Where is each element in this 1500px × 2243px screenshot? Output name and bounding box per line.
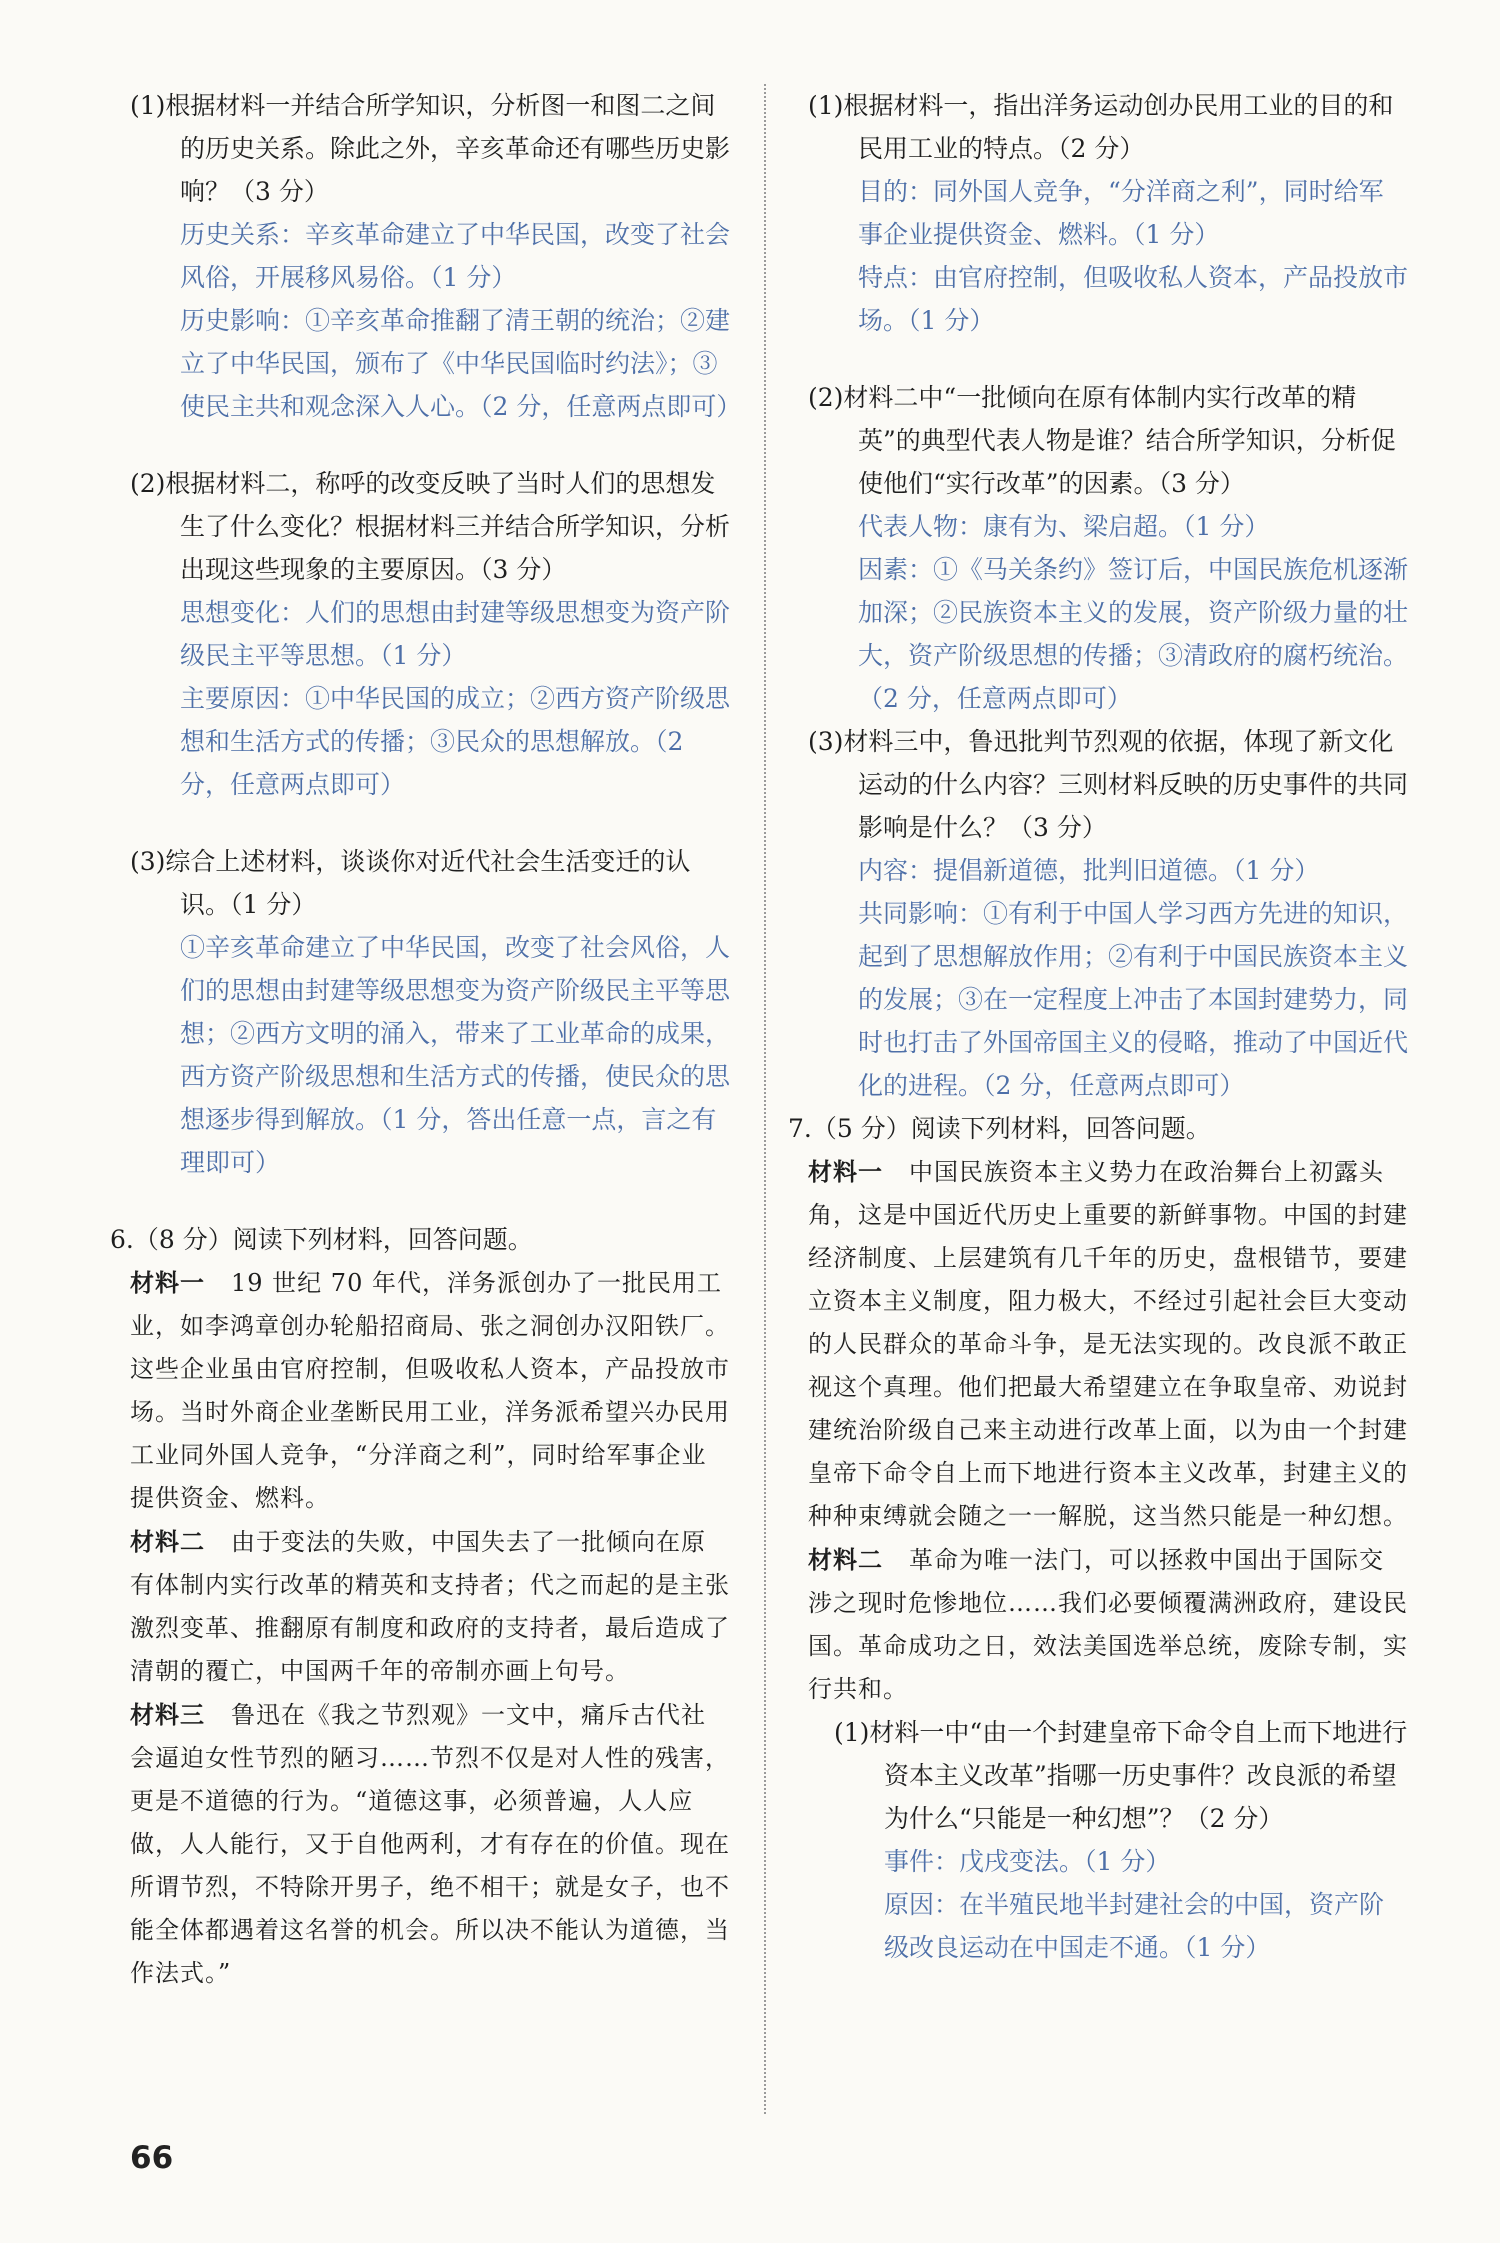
material-text: 中国民族资本主义势力在政治舞台上初露头角，这是中国近代历史上重要的新鲜事物。中国的封建经济制度、上层建筑有几千年的历史，盘根错节，要建立资本主义制度，阻力极大，不经过引起社会巨大变动的人民群众的革命斗争，是无法实现的。改良派不敢正视这个真理。他们把最大希望建立在争取皇帝、劝说封建统治阶级自己来主动进行改革上面，以为由一个封建皇帝下命令自上而下地进行资本主义改革，封建主义的种种束缚就会随之一一解脱，这当然只能是一种幻想。 bbox=[808, 1158, 1408, 1530]
answer-text: 内容：提倡新道德，批判旧道德。（1 分） bbox=[858, 856, 1320, 885]
q7-material-1 bbox=[808, 1150, 1408, 1538]
q5-sub3-answers bbox=[130, 926, 730, 1184]
column-divider bbox=[764, 84, 766, 2114]
q6-sub1-stem: (1)根据材料一，指出洋务运动创办民用工业的目的和民用工业的特点。（2 分） bbox=[808, 91, 1394, 163]
material-label: 材料二 bbox=[130, 1527, 205, 1556]
q6-material-2 bbox=[130, 1520, 730, 1693]
q5-sub3 bbox=[130, 840, 730, 1184]
q6-sub3-answers bbox=[808, 849, 1408, 1107]
q7-material-2 bbox=[808, 1538, 1408, 1711]
answer-text: 历史关系：辛亥革命建立了中华民国，改变了社会风俗，开展移风易俗。（1 分） bbox=[180, 220, 731, 292]
q6-title: 6.（8 分）阅读下列材料，回答问题。 bbox=[110, 1225, 533, 1254]
q5-sub2-stem: (2)根据材料二，称呼的改变反映了当时人们的思想发生了什么变化？根据材料三并结合所学知识，分析出现这些现象的主要原因。（3 分） bbox=[130, 469, 731, 584]
material-text: 鲁迅在《我之节烈观》一文中，痛斥古代社会逼迫女性节烈的陋习……节烈不仅是对人性的残害，更是不道德的行为。“道德这事，必须普遍，人人应做，人人能行，又于自他两利，才有存在的价值。现在所谓节烈，不特除开男子，绝不相干；就是女子，也不能全体都遇着这名誉的机会。所以决不能认为道德，当作法式。” bbox=[130, 1701, 730, 1987]
material-text: 19 世纪 70 年代，洋务派创办了一批民用工业，如李鸿章创办轮船招商局、张之洞创办汉阳铁厂。这些企业虽由官府控制，但吸收私人资本，产品投放市场。当时外商企业垄断民用工业，洋务派希望兴办民用工业同外国人竞争，“分洋商之利”，同时给军事企业提供资金、燃料。 bbox=[130, 1269, 730, 1512]
material-label: 材料一 bbox=[130, 1268, 205, 1297]
material-label: 材料一 bbox=[808, 1157, 883, 1186]
q6-sub3-stem: (3)材料三中，鲁迅批判节烈观的依据，体现了新文化运动的什么内容？三则材料反映的历史事件的共同影响是什么？（3 分） bbox=[808, 727, 1409, 842]
answer-text: 共同影响：①有利于中国人学习西方先进的知识，起到了思想解放作用；②有利于中国民族资本主义的发展；③在一定程度上冲击了本国封建势力，同时也打击了外国帝国主义的侵略，推动了中国近代化的进程。（2 分，任意两点即可） bbox=[858, 899, 1409, 1100]
q7-sub1-stem: (1)材料一中“由一个封建皇帝下命令自上而下地进行资本主义改革”指哪一历史事件？改良派的希望为什么“只能是一种幻想”？（2 分） bbox=[834, 1718, 1408, 1833]
answer-text: 目的：同外国人竞争，“分洋商之利”，同时给军事企业提供资金、燃料。（1 分） bbox=[858, 177, 1384, 249]
answer-text: ①辛亥革命建立了中华民国，改变了社会风俗，人们的思想由封建等级思想变为资产阶级民主平等思想；②西方文明的涌入，带来了工业革命的成果，西方资产阶级思想和生活方式的传播，使民众的思想逐步得到解放。（1 分，答出任意一点，言之有理即可） bbox=[180, 933, 731, 1177]
material-label: 材料二 bbox=[808, 1545, 883, 1574]
q5-sub1-stem: (1)根据材料一并结合所学知识，分析图一和图二之间的历史关系。除此之外，辛亥革命还有哪些历史影响？（3 分） bbox=[130, 91, 731, 206]
material-text: 由于变法的失败，中国失去了一批倾向在原有体制内实行改革的精英和支持者；代之而起的是主张激烈变革、推翻原有制度和政府的支持者，最后造成了清朝的覆亡，中国两千年的帝制亦画上句号。 bbox=[130, 1528, 730, 1685]
answer-text: 历史影响：①辛亥革命推翻了清王朝的统治；②建立了中华民国，颁布了《中华民国临时约法》；③使民主共和观念深入人心。（2 分，任意两点即可） bbox=[180, 306, 742, 421]
q6-sub1-answers bbox=[808, 170, 1408, 342]
q5-sub1 bbox=[130, 84, 742, 428]
q6-sub1 bbox=[808, 84, 1408, 342]
answer-text: 因素：①《马关条约》签订后，中国民族危机逐渐加深；②民族资本主义的发展，资产阶级力量的壮大，资产阶级思想的传播；③清政府的腐朽统治。（2 分，任意两点即可） bbox=[858, 555, 1409, 713]
q5-sub3-stem: (3)综合上述材料，谈谈你对近代社会生活变迁的认识。（1 分） bbox=[130, 847, 691, 919]
q5-sub2 bbox=[130, 462, 730, 806]
answer-text: 思想变化：人们的思想由封建等级思想变为资产阶级民主平等思想。（1 分） bbox=[180, 598, 731, 670]
answer-text: 原因：在半殖民地半封建社会的中国，资产阶级改良运动在中国走不通。（1 分） bbox=[884, 1890, 1385, 1962]
page-number: 66 bbox=[130, 2140, 174, 2176]
q6-sub2-stem: (2)材料二中“一批倾向在原有体制内实行改革的精英”的典型代表人物是谁？结合所学知识，分析促使他们“实行改革”的因素。（3 分） bbox=[808, 383, 1396, 498]
q7 bbox=[788, 1107, 1408, 1711]
answer-text: 代表人物：康有为、梁启超。（1 分） bbox=[858, 512, 1270, 541]
material-text: 革命为唯一法门，可以拯救中国出于国际交涉之现时危惨地位……我们必要倾覆满洲政府，建设民国。革命成功之日，效法美国选举总统，废除专制，实行共和。 bbox=[808, 1546, 1408, 1703]
left-column bbox=[110, 84, 742, 1995]
q6-material-1 bbox=[130, 1261, 730, 1520]
q6-sub3 bbox=[808, 720, 1408, 1107]
q5-sub2-answers bbox=[130, 591, 730, 806]
answer-text: 事件：戊戌变法。（1 分） bbox=[884, 1847, 1171, 1876]
q6 bbox=[110, 1218, 730, 1995]
q6-material-3 bbox=[130, 1693, 730, 1995]
right-column bbox=[788, 84, 1409, 1969]
q6-sub2 bbox=[808, 376, 1408, 720]
q7-sub1 bbox=[834, 1711, 1408, 1969]
answer-text: 特点：由官府控制，但吸收私人资本，产品投放市场。（1 分） bbox=[858, 263, 1409, 335]
q5-sub1-answers bbox=[130, 213, 742, 428]
q6-sub2-answers bbox=[808, 505, 1408, 720]
q7-title: 7.（5 分）阅读下列材料，回答问题。 bbox=[788, 1114, 1211, 1143]
q7-sub1-answers bbox=[834, 1840, 1408, 1969]
material-label: 材料三 bbox=[130, 1700, 205, 1729]
answer-text: 主要原因：①中华民国的成立；②西方资产阶级思想和生活方式的传播；③民众的思想解放。（2 分，任意两点即可） bbox=[180, 684, 731, 799]
